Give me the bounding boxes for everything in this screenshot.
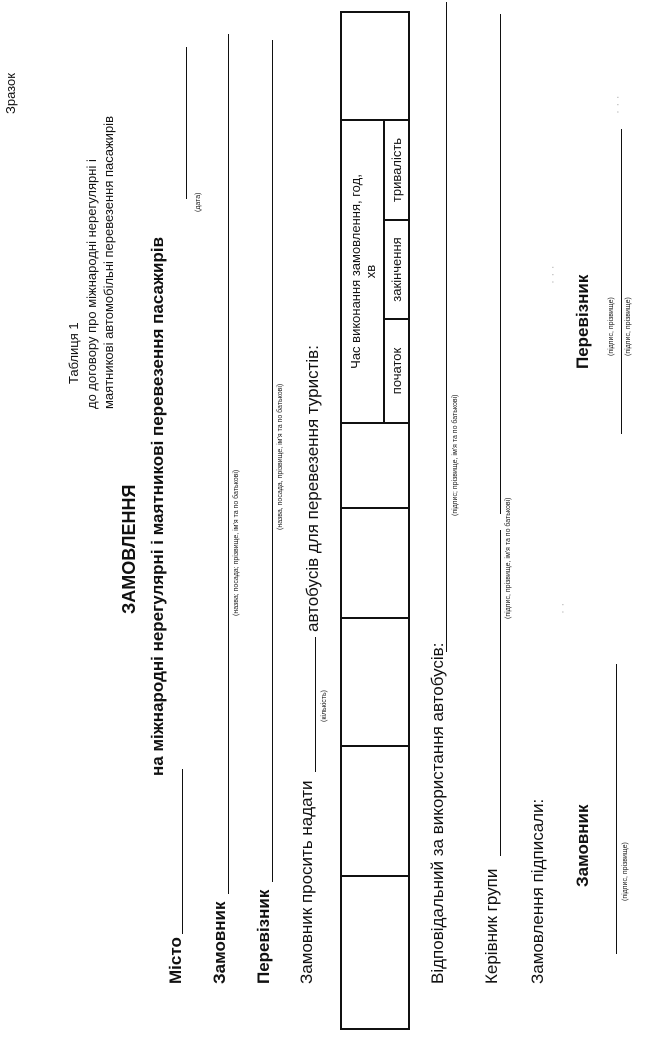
table-cell[interactable] — [340, 422, 410, 509]
carrier-signature-caption-1: (підпис, прізвище) — [608, 297, 615, 356]
city-field[interactable] — [182, 769, 183, 934]
responsible-field[interactable] — [446, 2, 447, 652]
carrier-caption: (назва, посада, прізвище, ім'я та по батькові) — [277, 383, 284, 530]
bleed-through-mark: · · · — [545, 265, 559, 284]
signed-label: Замовлення підписали: — [528, 798, 547, 984]
table-ref-line2: до договору про міжнародні нерегулярні і — [84, 159, 99, 409]
carrier-signature-title: Перевізник — [573, 274, 592, 369]
col-start-label: початок — [389, 347, 404, 395]
date-caption: (дата) — [195, 192, 202, 212]
table-cell[interactable] — [340, 507, 410, 619]
quantity-field[interactable] — [315, 637, 316, 772]
carrier-signature-field[interactable] — [621, 129, 622, 434]
table-cell[interactable] — [340, 617, 410, 747]
responsible-label: Відповідальний за використання автобусів: — [428, 642, 447, 984]
request-suffix: автобусів для перевезення туристів: — [303, 345, 322, 632]
col-start-cell — [383, 318, 410, 424]
quantity-caption: (кількість) — [321, 690, 328, 722]
group-leader-field[interactable] — [500, 530, 501, 856]
customer-signature-title: Замовник — [573, 804, 592, 887]
table-ref-line1: Таблиця 1 — [66, 322, 81, 384]
carrier-field[interactable] — [272, 40, 273, 882]
customer-field[interactable] — [228, 34, 229, 894]
col-duration-label: тривалість — [389, 137, 404, 203]
group-leader-field-2[interactable] — [500, 14, 501, 514]
request-label: Замовник просить надати — [297, 780, 316, 984]
col-duration-cell — [383, 119, 410, 221]
bleed-through-mark: · · — [555, 602, 569, 614]
customer-label: Замовник — [210, 901, 229, 984]
group-leader-label: Керівник групи — [482, 868, 501, 984]
customer-caption: (назва; посада; прізвище, ім'я та по батькові) — [233, 469, 240, 616]
col-end-cell — [383, 219, 410, 320]
table-cell[interactable] — [340, 11, 410, 121]
document-subtitle: на міжнародні нерегулярні і маятникові перевезення пасажирів — [148, 236, 167, 776]
time-header-cell — [340, 119, 385, 424]
table-cell[interactable] — [340, 875, 410, 1030]
col-end-label: закінчення — [389, 237, 404, 302]
carrier-label: Перевізник — [254, 889, 273, 984]
bleed-through-mark: · · · — [610, 95, 624, 114]
responsible-caption: (підпис; прізвище, ім'я та по батькові) — [452, 394, 459, 516]
city-label: Місто — [166, 937, 185, 984]
time-header-text: Час виконання замовлення, год, хв — [347, 174, 378, 369]
sample-label: Зразок — [3, 73, 18, 114]
date-field[interactable] — [186, 47, 187, 199]
carrier-signature-caption-2: (підпис, прізвище) — [625, 297, 632, 356]
customer-signature-field[interactable] — [616, 664, 617, 954]
customer-signature-caption: (підпис, прізвище) — [622, 842, 629, 901]
table-cell[interactable] — [340, 745, 410, 877]
group-leader-caption: (підпис, прізвище, ім'я та по батькові) — [505, 497, 512, 619]
table-ref-line3: маятникові автомобільні перевезення пасажирів — [101, 116, 116, 409]
document-title: ЗАМОВЛЕННЯ — [119, 484, 139, 614]
